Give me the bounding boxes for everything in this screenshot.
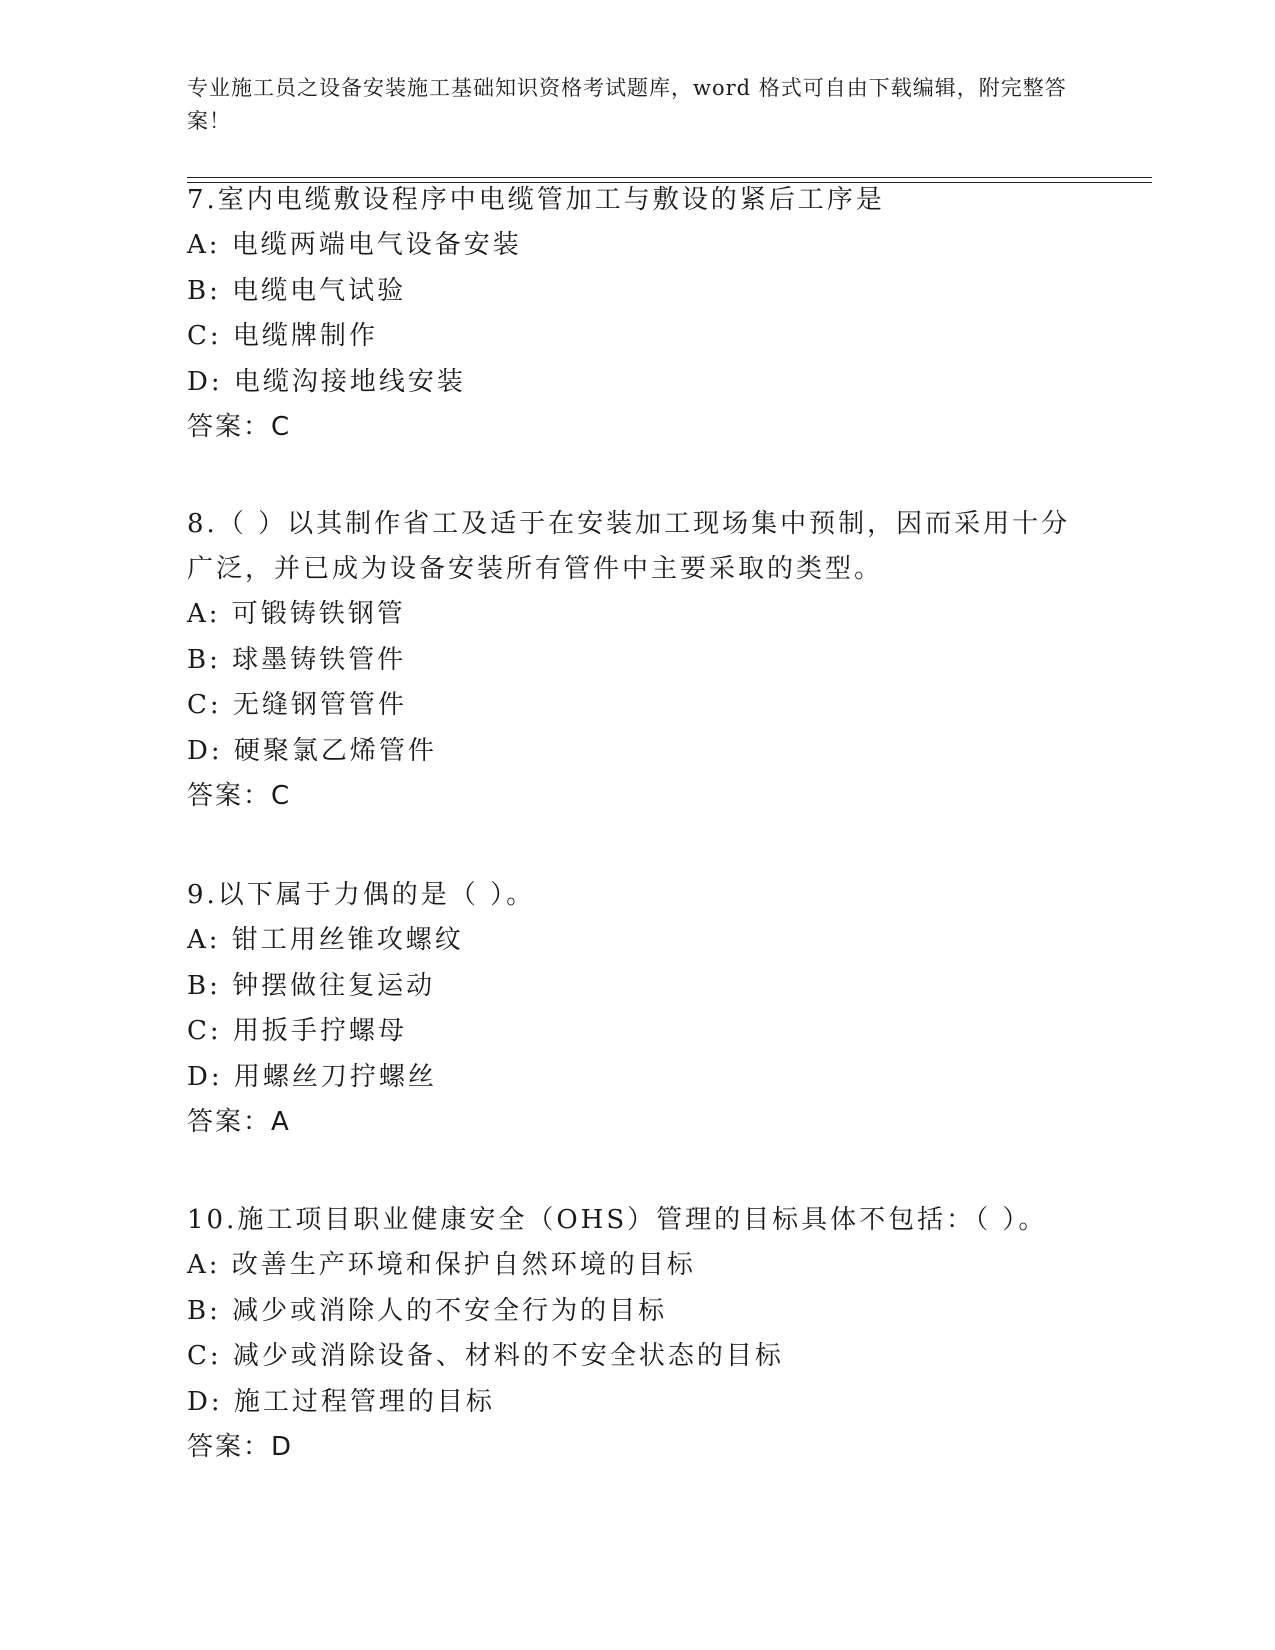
question-stem: 10.施工项目职业健康安全（OHS）管理的目标具体不包括：（ ）。 [187,1205,1048,1235]
option-d: D: 用螺丝刀拧螺丝 [187,1061,437,1092]
option-b: B: 钟摆做往复运动 [187,970,436,1001]
option-d: D: 硬聚氯乙烯管件 [187,735,437,766]
option-d: D: 电缆沟接地线安装 [187,366,466,397]
question-stem: 7.室内电缆敷设程序中电缆管加工与敷设的紧后工序是 [187,185,885,215]
option-a: A: 钳工用丝锥攻螺纹 [187,925,464,955]
question-stem: 8.（ ）以其制作省工及适于在安装加工现场集中预制，因而采用十分广泛，并已成为设备安装所有管件中主要采取的类型。 [187,509,1071,584]
option-a: A: 可锻铸铁钢管 [187,599,406,629]
option-b: B: 球墨铸铁管件 [187,644,407,675]
question-9 [187,873,1087,1145]
answer: 答案：D [187,1432,294,1462]
option-a: A: 改善生产环境和保护自然环境的目标 [187,1250,696,1280]
option-a: A: 电缆两端电气设备安装 [187,230,522,260]
option-b: B: 电缆电气试验 [187,275,407,306]
option-b: B: 减少或消除人的不安全行为的目标 [187,1295,668,1326]
question-10 [187,1198,1087,1470]
option-c: C: 电缆牌制作 [187,321,378,351]
question-7 [187,178,1087,450]
answer: 答案：C [187,781,292,811]
option-c: C: 无缝钢管管件 [187,690,407,720]
option-d: D: 施工过程管理的目标 [187,1386,495,1417]
question-stem: 9.以下属于力偶的是（ ）。 [187,880,536,910]
option-c: C: 减少或消除设备、材料的不安全状态的目标 [187,1341,784,1371]
question-8 [187,502,1087,819]
document-intro: 专业施工员之设备安装施工基础知识资格考试题库，word 格式可自由下载编辑，附完整答案！ [187,76,1067,133]
answer: 答案：A [187,1107,291,1137]
option-c: C: 用扳手拧螺母 [187,1016,407,1046]
answer: 答案：C [187,412,292,442]
